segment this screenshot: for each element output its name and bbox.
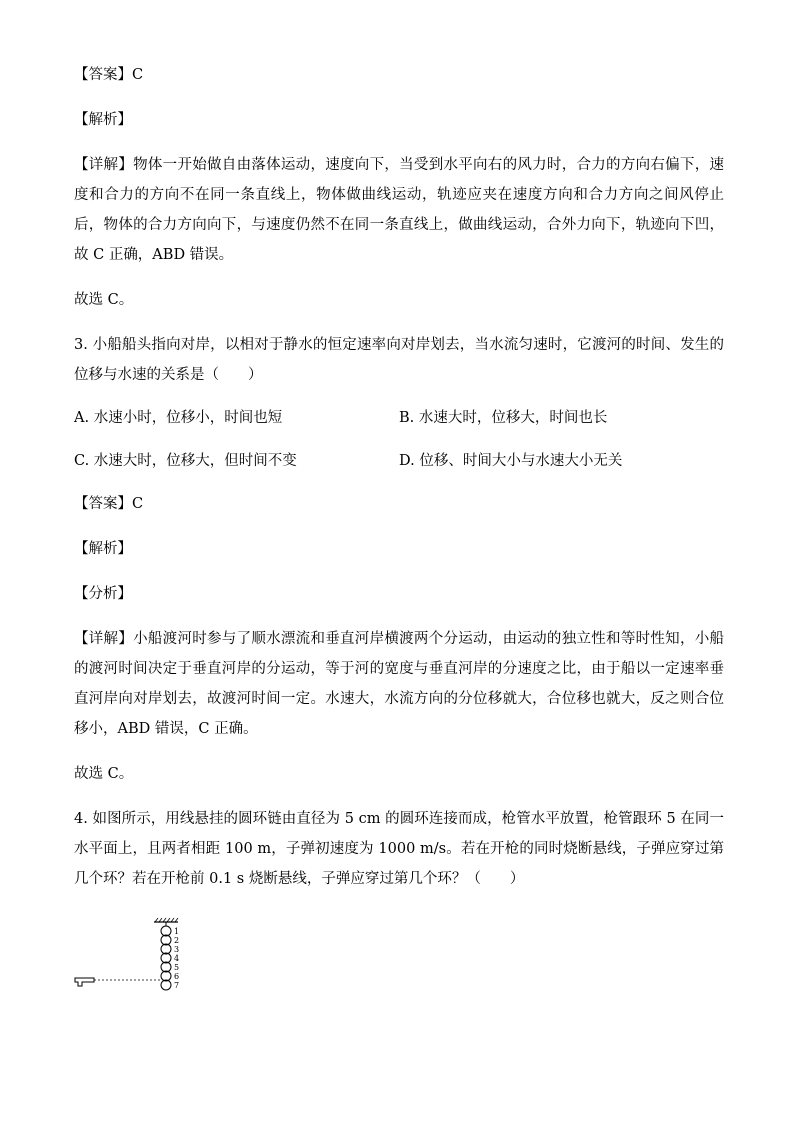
q3-stem: 3. 小船船头指向对岸，以相对于静水的恒定速率向对岸划去，当水流匀速时，它渡河的时间、发生的位移与水速的关系是（ ） (74, 337, 724, 383)
q3-options-row-1 (74, 403, 724, 433)
q3-answer: 【答案】C (74, 496, 144, 512)
ring-label-3: 3 (174, 945, 180, 954)
q3-option-b: B. 水速大时，位移大，时间也长 (399, 410, 608, 426)
ring-chain (161, 926, 171, 990)
ring-label-4: 4 (174, 954, 180, 963)
ring-label-7: 7 (174, 981, 180, 990)
q2-detail: 【详解】物体一开始做自由落体运动，速度向下，当受到水平向右的风力时，合力的方向右偏下，速度和合力的方向不在同一条直线上，物体做曲线运动，轨迹应夹在速度方向和合力方向之间风停止后，物体的合力方向向下，与速度仍然不在同一条直线上，做曲线运动，合外力向下，轨迹向下凹，故 C 正确，ABD 错误。 (74, 157, 724, 263)
q3-option-d: D. 位移、时间大小与水速大小无关 (399, 453, 623, 469)
q2-analysis-heading: 【解析】 (74, 112, 132, 128)
q3-option-a: A. 水速小时，位移小，时间也短 (74, 410, 283, 426)
q3-option-c: C. 水速大时，位移大，但时间不变 (74, 453, 297, 469)
q3-analysis-heading: 【解析】 (74, 541, 132, 557)
ring-label-1: 1 (174, 927, 180, 936)
gun-icon (75, 978, 94, 986)
q2-answer: 【答案】C (74, 67, 144, 83)
ring-label-2: 2 (174, 936, 180, 945)
ring-label-5: 5 (174, 963, 180, 972)
ring-label-6: 6 (174, 972, 180, 981)
ring-chain-figure (74, 916, 214, 1028)
ring-labels (174, 927, 179, 990)
document-page (74, 60, 724, 1028)
q3-detail: 【详解】小船渡河时参与了顺水漂流和垂直河岸横渡两个分运动，由运动的独立性和等时性知，小船的渡河时间决定于垂直河岸的分运动，等于河的宽度与垂直河岸的分速度之比，由于船以一定速率垂直河岸向对岸划去，故渡河时间一定。水速大，水流方向的分位移就大，合位移也就大，反之则合位移小，ABD 错误，C 正确。 (74, 631, 724, 737)
q2-conclusion: 故选 C。 (74, 292, 134, 308)
ring-chain-diagram (74, 916, 214, 1028)
q3-options-row-2 (74, 446, 724, 476)
q4-stem: 4. 如图所示，用线悬挂的圆环链由直径为 5 cm 的圆环连接而成，枪管水平放置，枪管跟环 5 在同一水平面上，且两者相距 100 m，子弹初速度为 1000 m/s。若在开枪的同时烧断悬线，子弹应穿过第几个环？若在开枪前 0.1 s 烧断悬线，子弹应穿过第几个环？（ ） (74, 811, 724, 887)
q3-conclusion: 故选 C。 (74, 766, 134, 782)
q3-fenxi-heading: 【分析】 (74, 586, 132, 602)
